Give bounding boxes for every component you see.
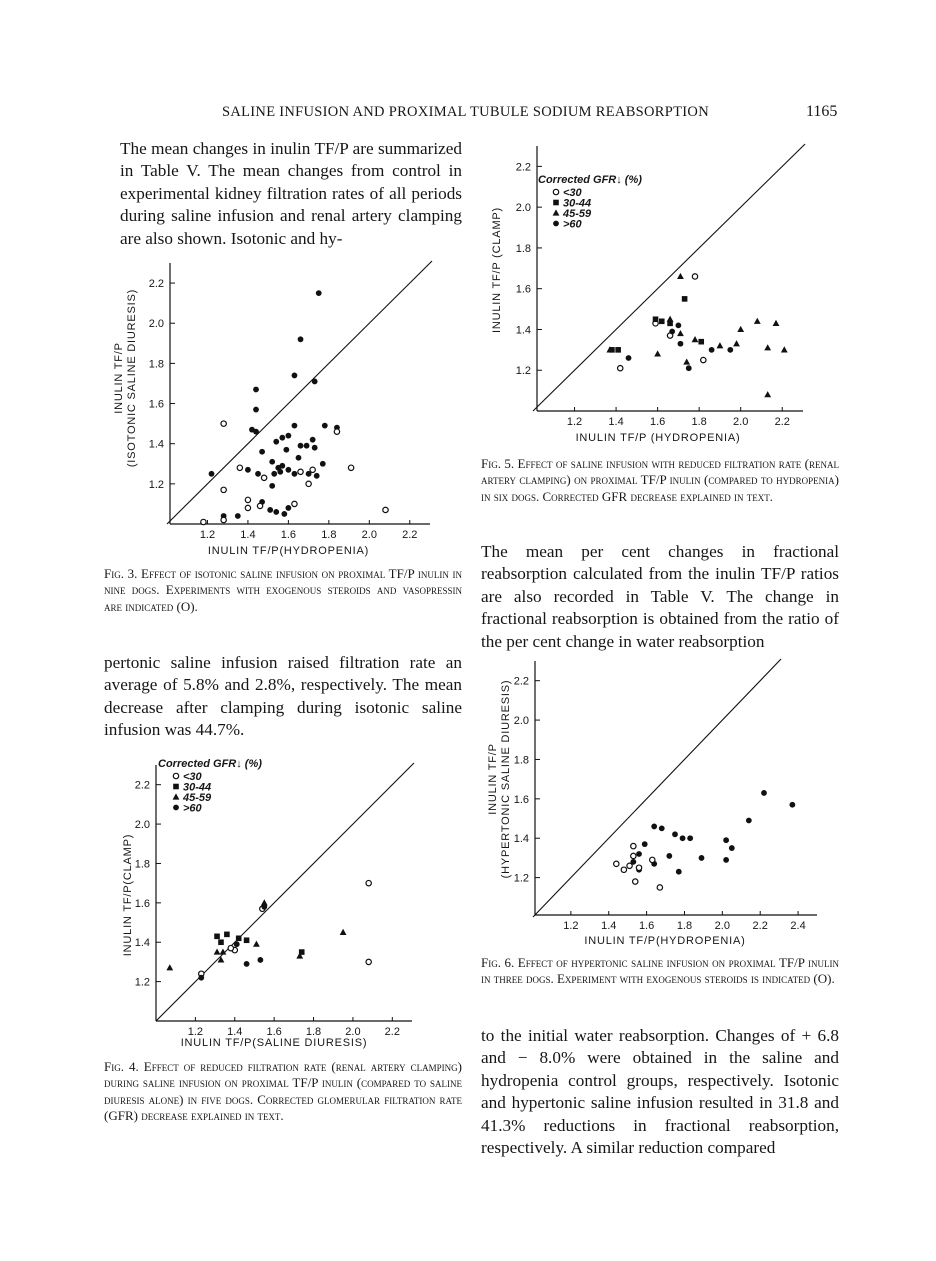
fig6-data-point: [699, 855, 705, 861]
fig3-y-tick-label: 1.8: [148, 358, 164, 371]
fig3-y-tick-label: 2.2: [148, 278, 164, 291]
fig5-y-tick-label: 1.6: [515, 283, 531, 296]
fig6-caption-label: Fig. 6.: [481, 955, 515, 970]
fig5-y-tick-label: 1.4: [515, 324, 531, 337]
fig4-y-tick-label: 2.2: [134, 779, 150, 792]
fig5-legend-title: Corrected GFR↓ (%): [538, 174, 642, 186]
fig4-x-tick-label: 1.2: [187, 1026, 204, 1038]
page-number: 1165: [806, 103, 838, 120]
fig4-y-axis-label: INULIN TF/P(CLAMP): [122, 833, 134, 957]
fig3-y-tick-label: 1.2: [148, 478, 164, 491]
fig3-y-tick-label: 1.4: [148, 438, 164, 451]
fig6-data-point: [761, 790, 767, 796]
fig6-x-tick-label: 1.2: [563, 920, 579, 932]
fig5-caption: [481, 456, 839, 505]
fig5-legend-item: 45-59: [563, 208, 592, 220]
fig5-legend-item: >60: [563, 218, 582, 231]
fig4-x-tick-label: 1.4: [227, 1026, 243, 1038]
fig5-y-tick-label: 1.2: [515, 365, 531, 378]
fig4-caption-text: Effect of reduced filtration rate (renal artery clamping) during saline infusion on proximal TF/P inulin (compared to saline diuresis alone) in five dogs. Corrected glomerular filtration rate (GFR) decrease explained in text.: [104, 1059, 463, 1124]
fig6-caption: [481, 955, 839, 988]
fig6-data-point: [723, 857, 729, 863]
paragraph-col2-bottom: to the initial water reabsorption. Changes of + 6.8 and − 8.0% were obtained in the saline and hydropenia control groups, respectively. Isotonic and hypertonic saline infusion resulted in 31.8 and 41.3% reductions in fractional reabsorption, respectively. A similar reduction compared: [481, 1026, 839, 1158]
fig3-x-tick-label: 1.8: [321, 529, 337, 541]
fig6-y-tick-label: 1.4: [513, 833, 529, 846]
fig6-x-axis-label: INULIN TF/P(HYDROPENIA): [584, 935, 746, 947]
fig6-data-point: [687, 835, 693, 841]
fig6-y-tick-label: 1.6: [513, 793, 529, 806]
fig5-caption-text: Effect of saline infusion with reduced filtration rate (renal artery clamping) on proximal TF/P inulin (compared to hydropenia) in six dogs. Corrected GFR decrease explained in text.: [481, 456, 839, 504]
fig6-x-tick-label: 1.4: [601, 920, 617, 932]
fig3-x-tick-label: 1.2: [199, 529, 216, 541]
fig6-data-point: [636, 865, 641, 870]
paragraph-col1-top: The mean changes in inulin TF/P are summarized in Table V. The mean changes from control in experimental kidney filtration rates of all periods during saline infusion and renal artery clamping are also shown. Isotonic and hy-: [120, 139, 462, 248]
fig4-legend-item: 45-59: [183, 792, 212, 804]
fig6-data-point: [651, 824, 657, 830]
fig4-legend-title: Corrected GFR↓ (%): [158, 758, 262, 770]
fig6-data-point: [672, 831, 678, 837]
paragraph-col1-mid: pertonic saline infusion raised filtration rate an average of 5.8% and 2.8%, respectively. The mean decrease after clamping during isotonic saline infusion was 44.7%.: [104, 653, 462, 740]
fig6-identity-line: [533, 659, 781, 917]
fig5-x-tick-label: 1.8: [691, 416, 707, 428]
fig5-y-tick-label: 2.2: [515, 161, 531, 174]
fig6-axes: [487, 659, 817, 947]
fig4-x-tick-label: 2.2: [384, 1026, 400, 1038]
fig4-caption-label: Fig. 4.: [104, 1059, 139, 1074]
fig6-data-point: [627, 863, 632, 868]
fig6-data-point: [621, 867, 626, 872]
fig4-x-tick-label: 1.8: [305, 1026, 322, 1038]
fig3-y-tick-label: 2.0: [148, 318, 164, 331]
fig3-x-tick-label: 2.0: [361, 529, 377, 541]
fig6-data-point: [657, 885, 662, 890]
fig3-x-tick-label: 2.2: [402, 529, 418, 541]
fig3-y-tick-label: 1.6: [148, 398, 164, 411]
fig4-x-tick-label: 1.6: [266, 1026, 282, 1038]
fig3-caption: [104, 566, 462, 615]
fig6-x-tick-label: 1.8: [676, 920, 693, 932]
fig4-legend-item: <30: [183, 771, 202, 783]
fig6-data-point: [723, 837, 729, 843]
fig6-data-point: [642, 841, 648, 847]
fig6-data-point: [633, 879, 638, 884]
fig5-y-axis-label: INULIN TF/P (CLAMP): [491, 206, 503, 334]
fig4-y-tick-label: 1.4: [134, 937, 150, 950]
fig5-y-tick-label: 1.8: [515, 242, 531, 255]
fig6-data-point: [631, 843, 636, 848]
fig6-data-point: [666, 853, 672, 859]
fig5-x-tick-label: 2.0: [733, 416, 749, 428]
fig6-y-tick-label: 1.8: [513, 754, 529, 767]
fig4-y-tick-label: 1.2: [134, 976, 150, 989]
fig5-x-tick-label: 1.2: [566, 416, 583, 428]
fig6-x-tick-label: 2.2: [752, 920, 768, 932]
fig5-legend-item: 30-44: [563, 197, 592, 210]
fig3-x-tick-label: 1.4: [240, 529, 256, 541]
fig3-x-tick-label: 1.6: [280, 529, 297, 541]
fig4-legend-item: >60: [183, 802, 202, 815]
fig5-caption-label: Fig. 5.: [481, 456, 515, 471]
fig6-data-point: [631, 853, 636, 858]
fig5-x-axis-label: INULIN TF/P (HYDROPENIA): [575, 432, 741, 444]
fig4-caption: [104, 1059, 462, 1125]
fig3-caption-text: Effect of isotonic saline infusion on proximal TF/P inulin in nine dogs. Experiments with exogenous steroids and vasopressin are indicated (O).: [104, 566, 463, 614]
fig6-y-tick-label: 2.0: [513, 715, 529, 728]
fig6-data-point: [676, 869, 682, 875]
fig5-x-tick-label: 1.4: [608, 416, 624, 428]
fig5-legend-item: <30: [563, 187, 582, 199]
fig4-y-tick-label: 1.6: [134, 897, 150, 910]
running-title: SALINE INFUSION AND PROXIMAL TUBULE SODIUM REABSORPTION: [222, 104, 709, 120]
fig6-y-tick-label: 1.2: [513, 872, 529, 885]
fig6-y-axis-label-line1: INULIN TF/P: [487, 743, 499, 815]
fig6-y-axis-label-line2: (HYPERTONIC SALINE DIURESIS): [500, 679, 512, 879]
fig6-data-point: [636, 851, 642, 857]
fig6-data-point: [746, 818, 752, 824]
fig3-caption-label: Fig. 3.: [104, 566, 138, 581]
fig6-data-point: [729, 845, 735, 851]
fig6-caption-text: Effect of hypertonic saline infusion on proximal TF/P inulin in three dogs. Experiment with exogenous steroids is indicated (O).: [481, 955, 839, 987]
fig4-y-tick-label: 1.8: [134, 858, 150, 871]
fig4-x-axis-label: INULIN TF/P(SALINE DIURESIS): [180, 1037, 368, 1049]
fig6-data-point: [659, 825, 665, 831]
fig6-data-point: [614, 861, 619, 866]
fig5-x-tick-label: 1.6: [649, 416, 666, 428]
fig3-y-axis-label-line2: (ISOTONIC SALINE DIURESIS): [126, 288, 138, 468]
fig4-y-tick-label: 2.0: [134, 819, 150, 832]
fig6-x-tick-label: 2.0: [714, 920, 730, 932]
fig5-y-tick-label: 2.0: [515, 202, 531, 215]
fig6-x-tick-label: 1.6: [638, 920, 655, 932]
fig6-y-tick-label: 2.2: [513, 675, 529, 688]
fig3-y-axis-label-line1: INULIN TF/P: [113, 342, 125, 414]
paragraph-col2-mid: The mean per cent changes in fractional reabsorption calculated from the inulin TF/P ratios are also recorded in Table V. The change in fractional reabsorption is obtained from the ratio of the per cent change in water reabsorption: [481, 542, 839, 651]
fig6-data-point: [789, 802, 795, 808]
fig6-x-tick-label: 2.4: [790, 920, 806, 932]
fig5-x-tick-label: 2.2: [774, 416, 790, 428]
fig4-legend-item: 30-44: [183, 781, 212, 794]
fig6-series: [614, 843, 663, 890]
fig4-x-tick-label: 2.0: [345, 1026, 361, 1038]
fig6-data-point: [680, 835, 686, 841]
fig6-series: [630, 790, 795, 875]
fig6-data-point: [650, 857, 655, 862]
fig3-x-axis-label: INULIN TF/P(HYDROPENIA): [207, 545, 370, 557]
